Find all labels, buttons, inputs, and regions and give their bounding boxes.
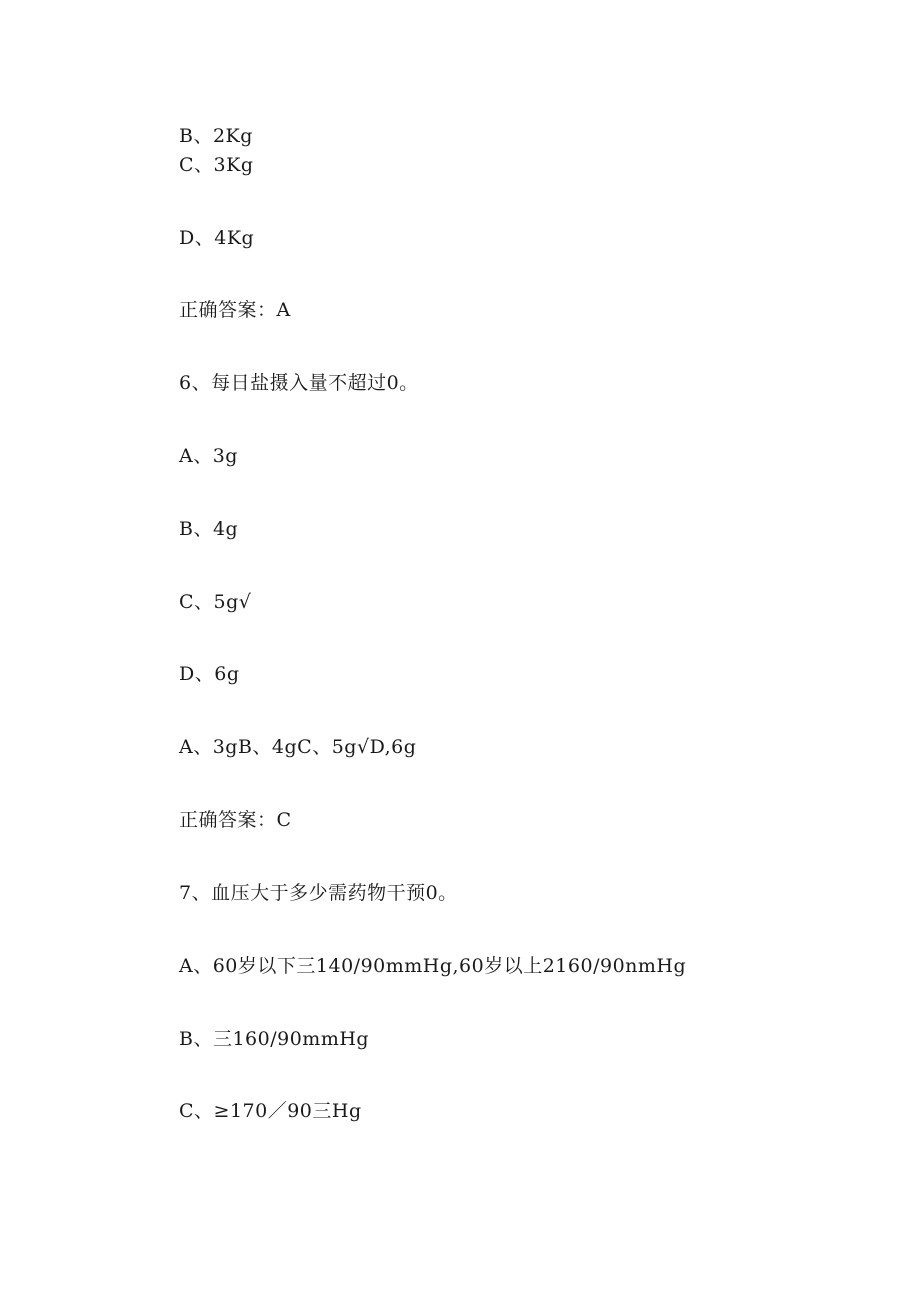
options-summary-q6: A、3gB、4gC、5g√D,6g bbox=[179, 736, 417, 758]
option-c-q6: C、5g√ bbox=[179, 591, 252, 613]
option-b-q7: B、三160/90mmHg bbox=[179, 1028, 370, 1050]
question-6: 6、每日盐摄入量不超过0。 bbox=[179, 372, 419, 394]
option-d-q6: D、6g bbox=[179, 663, 240, 685]
question-7: 7、血压大于多少需药物干预0。 bbox=[179, 882, 458, 904]
option-d-q5: D、4Kg bbox=[179, 227, 255, 249]
answer-q6: 正确答案：C bbox=[179, 809, 292, 831]
option-c-q5: C、3Kg bbox=[179, 154, 254, 176]
option-c-q7: C、≥170／90三Hg bbox=[179, 1100, 362, 1122]
option-b-q5: B、2Kg bbox=[179, 125, 253, 147]
answer-q5: 正确答案：A bbox=[179, 299, 291, 321]
option-a-q6: A、3g bbox=[179, 445, 238, 467]
option-a-q7: A、60岁以下三140/90mmHg,60岁以上2160/90nmHg bbox=[179, 955, 687, 977]
option-b-q6: B、4g bbox=[179, 518, 239, 540]
